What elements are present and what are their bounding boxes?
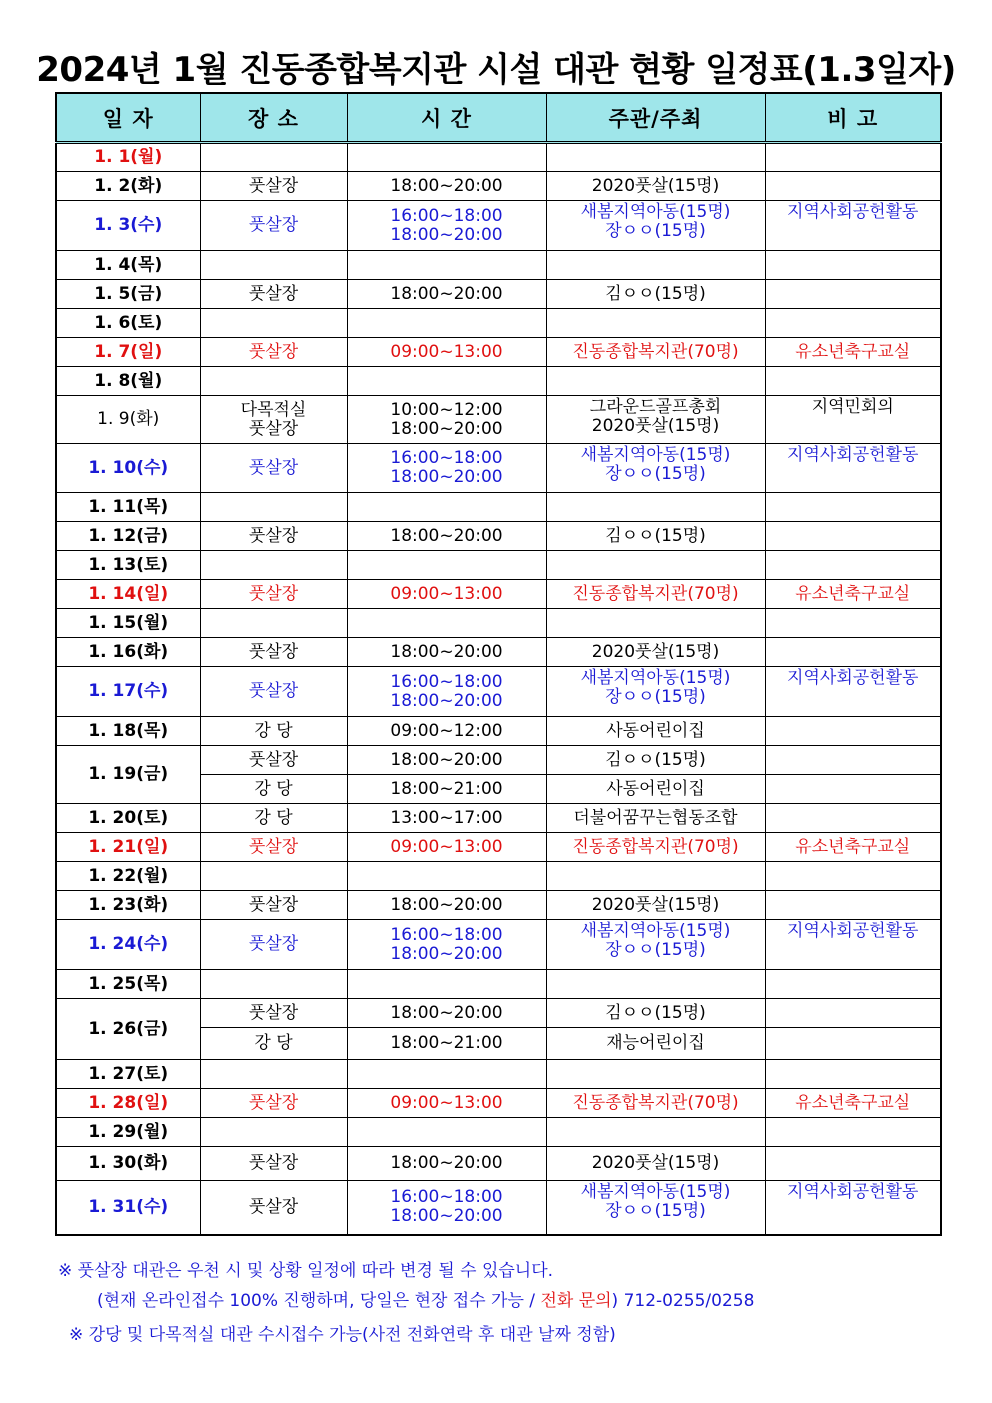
table-row [56,522,941,551]
table-row [56,444,941,493]
note-cell [765,396,941,444]
date-cell: 1. 26(금) [56,999,200,1060]
host-cell [546,396,765,444]
host-cell [546,717,765,746]
time-text: 18:00~21:00 [390,1033,503,1053]
table-row [56,833,941,862]
time-cell [347,580,546,609]
place-text: 풋살장 [248,1196,299,1217]
time-text: 18:00~20:00 [390,1002,503,1023]
date-cell: 1. 31(수) [56,1181,200,1235]
time-text: 09:00~13:00 [390,341,503,362]
time-text: 18:00~20:00 [390,641,503,662]
date-cell: 1. 19(금) [56,746,200,804]
table-row [56,251,941,280]
host-cell [546,833,765,862]
host-text: 새봄지역아동(15명) [580,445,731,465]
host-text: 2020풋살(15명) [591,175,720,196]
note-weather: ※ 풋살장 대관은 우천 시 및 상황 일정에 따라 변경 될 수 있습니다. [58,1261,554,1281]
table-row [56,1060,941,1089]
table-row [56,172,941,201]
column-header-time: 시 간 [347,93,546,143]
note-cell [765,201,941,251]
note-cell [765,920,941,970]
time-text: 18:00~20:00 [390,467,503,487]
note-text: 유소년축구교실 [795,1092,911,1113]
host-cell [546,920,765,970]
table-row [56,1089,941,1118]
time-cell [347,396,546,444]
date-cell: 1. 10(수) [56,444,200,493]
time-text: 09:00~13:00 [390,836,503,857]
place-text: 풋살장 [248,525,299,546]
place-text: 강 당 [254,1033,293,1053]
table-row [56,667,941,717]
place-cell [200,638,347,667]
place-text: 풋살장 [248,457,299,478]
place-cell [200,367,347,396]
note-cell [765,667,941,717]
place-cell [200,970,347,999]
host-cell [546,775,765,804]
time-text: 09:00~13:00 [390,1092,503,1113]
note-cell [765,609,941,638]
host-text: 김ㅇㅇ(15명) [605,283,706,304]
host-text: 장ㅇㅇ(15명) [605,1201,706,1221]
table-row [56,551,941,580]
place-text: 풋살장 [248,934,299,954]
date-cell: 1. 24(수) [56,920,200,970]
host-text: 그라운드골프총회 [589,397,722,417]
place-cell [200,833,347,862]
host-cell [546,551,765,580]
host-text: 장ㅇㅇ(15명) [605,221,706,241]
table-row [56,280,941,309]
note-text: 유소년축구교실 [795,836,911,857]
note-cell [765,280,941,309]
host-cell [546,1118,765,1147]
date-cell: 1. 18(목) [56,717,200,746]
table-row [56,999,941,1028]
date-cell: 1. 4(목) [56,251,200,280]
table-row [56,1147,941,1181]
date-cell: 1. 6(토) [56,309,200,338]
place-cell [200,891,347,920]
date-cell: 1. 14(일) [56,580,200,609]
note-phone-number: ) 712-0255/0258 [611,1291,755,1311]
date-cell: 1. 21(일) [56,833,200,862]
table-row [56,920,941,970]
place-cell [200,280,347,309]
note-phone-inquiry: 전화 문의 [540,1291,612,1311]
note-text: 지역사회공헌활동 [787,921,919,941]
host-text: 재능어린이집 [606,1033,705,1053]
host-cell [546,638,765,667]
time-cell [347,522,546,551]
host-text: 진동종합복지관(70명) [572,583,739,604]
date-cell: 1. 25(목) [56,970,200,999]
place-cell [200,1181,347,1235]
table-row [56,201,941,251]
place-text: 강 당 [254,778,293,799]
place-cell [200,775,347,804]
host-text: 새봄지역아동(15명) [580,202,731,222]
place-text: 풋살장 [248,175,299,196]
place-text: 풋살장 [248,1002,299,1023]
host-text: 더불어꿈꾸는협동조합 [573,807,738,828]
time-cell [347,1181,546,1235]
host-cell [546,609,765,638]
note-reservation-text: (현재 온라인접수 100% 진행하며, 당일은 현장 접수 가능 / [97,1291,541,1311]
host-text: 진동종합복지관(70명) [572,341,739,362]
date-cell: 1. 23(화) [56,891,200,920]
note-cell [765,172,941,201]
time-text: 18:00~20:00 [390,283,503,304]
note-cell [765,891,941,920]
host-text: 2020풋살(15명) [591,1153,720,1173]
place-text: 풋살장 [248,641,299,662]
note-hall-booking: ※ 강당 및 다목적실 대관 수시접수 가능(사전 전화연락 후 대관 날짜 정함) [69,1325,616,1345]
host-text: 사동어린이집 [606,778,705,799]
date-cell: 1. 5(금) [56,280,200,309]
place-cell [200,1060,347,1089]
host-cell [546,891,765,920]
host-cell [546,522,765,551]
place-text: 풋살장 [248,341,299,362]
note-cell [765,1089,941,1118]
host-cell [546,493,765,522]
place-text: 풋살장 [248,1153,299,1173]
place-cell [200,444,347,493]
note-cell [765,717,941,746]
table-row [56,891,941,920]
date-cell: 1. 2(화) [56,172,200,201]
host-cell [546,1060,765,1089]
time-text: 18:00~20:00 [390,690,503,711]
note-cell [765,367,941,396]
time-text: 16:00~18:00 [390,671,503,692]
host-cell [546,444,765,493]
place-cell [200,396,347,444]
host-cell [546,1028,765,1060]
time-cell [347,667,546,717]
table-row [56,396,941,444]
host-cell [546,1147,765,1181]
time-text: 18:00~20:00 [390,894,503,915]
place-cell [200,143,347,172]
note-cell [765,493,941,522]
time-cell [347,862,546,891]
note-cell [765,1147,941,1181]
host-cell [546,970,765,999]
time-text: 18:00~20:00 [390,525,503,546]
time-text: 18:00~20:00 [390,943,503,964]
note-cell [765,143,941,172]
note-cell [765,309,941,338]
host-cell [546,580,765,609]
note-text: 지역사회공헌활동 [787,445,919,465]
host-text: 새봄지역아동(15명) [580,921,731,941]
place-cell [200,746,347,775]
place-cell [200,804,347,833]
place-text: 강 당 [254,807,293,828]
note-reservation [97,1286,754,1311]
host-text: 김ㅇㅇ(15명) [605,749,706,770]
place-text: 풋살장 [248,681,299,701]
time-cell [347,143,546,172]
place-cell [200,667,347,717]
place-cell [200,1028,347,1060]
note-cell [765,833,941,862]
date-cell: 1. 15(월) [56,609,200,638]
time-text: 18:00~21:00 [390,778,503,799]
place-text: 풋살장 [248,1092,299,1113]
column-header-date: 일 자 [56,93,200,143]
table-row [56,609,941,638]
time-text: 18:00~20:00 [390,175,503,196]
place-text: 풋살장 [248,583,299,604]
time-text: 16:00~18:00 [390,448,503,468]
host-cell [546,201,765,251]
date-cell: 1. 27(토) [56,1060,200,1089]
place-text: 풋살장 [248,894,299,915]
time-cell [347,999,546,1028]
host-text: 김ㅇㅇ(15명) [605,525,706,546]
date-cell: 1. 16(화) [56,638,200,667]
date-cell: 1. 28(일) [56,1089,200,1118]
table-row [56,309,941,338]
host-text: 진동종합복지관(70명) [572,1092,739,1113]
host-text: 장ㅇㅇ(15명) [605,464,706,484]
place-cell [200,862,347,891]
table-row [56,580,941,609]
note-cell [765,444,941,493]
note-text: 지역사회공헌활동 [787,1182,919,1202]
note-cell [765,1028,941,1060]
table-row [56,143,941,172]
table-row [56,493,941,522]
time-text: 16:00~18:00 [390,1187,503,1208]
table-row [56,638,941,667]
place-cell [200,1118,347,1147]
host-cell [546,999,765,1028]
place-cell [200,201,347,251]
note-cell [765,775,941,804]
note-text: 지역민회의 [811,397,894,417]
table-row [56,367,941,396]
time-text: 09:00~12:00 [390,720,503,741]
place-text: 풋살장 [248,215,299,235]
time-cell [347,444,546,493]
place-cell [200,609,347,638]
host-cell [546,338,765,367]
table-header-row [56,93,941,143]
time-text: 16:00~18:00 [390,205,503,226]
note-cell [765,862,941,891]
place-cell [200,338,347,367]
date-cell: 1. 9(화) [56,396,200,444]
host-cell [546,309,765,338]
place-text: 강 당 [254,720,293,741]
host-text: 2020풋살(15명) [591,641,720,662]
note-cell [765,638,941,667]
place-cell [200,172,347,201]
place-cell [200,551,347,580]
host-cell [546,862,765,891]
time-cell [347,1028,546,1060]
date-cell: 1. 13(토) [56,551,200,580]
place-text: 풋살장 [248,836,299,857]
host-text: 2020풋살(15명) [591,894,720,915]
table-row [56,970,941,999]
place-cell [200,1147,347,1181]
host-cell [546,746,765,775]
date-cell: 1. 22(월) [56,862,200,891]
host-text: 김ㅇㅇ(15명) [605,1002,706,1023]
time-text: 18:00~20:00 [390,1206,503,1227]
date-cell: 1. 29(월) [56,1118,200,1147]
note-cell [765,746,941,775]
time-cell [347,804,546,833]
time-cell [347,493,546,522]
time-cell [347,609,546,638]
place-cell [200,999,347,1028]
host-cell [546,804,765,833]
note-cell [765,804,941,833]
host-text: 새봄지역아동(15명) [580,1182,731,1202]
host-cell [546,667,765,717]
column-header-note: 비 고 [765,93,941,143]
time-cell [347,172,546,201]
note-cell [765,338,941,367]
place-text: 풋살장 [248,749,299,770]
note-text: 유소년축구교실 [795,583,911,604]
host-cell [546,172,765,201]
note-cell [765,1060,941,1089]
time-cell [347,309,546,338]
note-cell [765,1181,941,1235]
time-cell [347,201,546,251]
host-text: 장ㅇㅇ(15명) [605,940,706,960]
date-cell: 1. 8(월) [56,367,200,396]
note-cell [765,999,941,1028]
time-cell [347,891,546,920]
time-text: 13:00~17:00 [390,807,503,828]
note-text: 유소년축구교실 [795,341,911,362]
host-cell [546,367,765,396]
date-cell: 1. 20(토) [56,804,200,833]
time-cell [347,367,546,396]
host-cell [546,280,765,309]
time-cell [347,970,546,999]
host-text: 장ㅇㅇ(15명) [605,687,706,707]
time-cell [347,1060,546,1089]
note-cell [765,551,941,580]
place-cell [200,717,347,746]
host-cell [546,1181,765,1235]
time-cell [347,717,546,746]
place-cell [200,920,347,970]
time-text: 10:00~12:00 [390,399,503,420]
date-cell: 1. 30(화) [56,1147,200,1181]
note-cell [765,522,941,551]
table-row [56,1181,941,1235]
place-cell [200,522,347,551]
host-text: 사동어린이집 [606,720,705,741]
table-row [56,338,941,367]
place-cell [200,1089,347,1118]
place-text: 다목적실 [240,399,307,420]
time-text: 18:00~20:00 [390,224,503,245]
time-cell [347,746,546,775]
date-cell: 1. 11(목) [56,493,200,522]
table-row [56,717,941,746]
host-cell [546,1089,765,1118]
note-text: 지역사회공헌활동 [787,202,919,222]
time-text: 18:00~20:00 [390,418,503,439]
note-cell [765,1118,941,1147]
time-text: 09:00~13:00 [390,583,503,604]
time-cell [347,1089,546,1118]
host-text: 진동종합복지관(70명) [572,836,739,857]
place-text: 풋살장 [248,283,299,304]
note-cell [765,970,941,999]
place-cell [200,309,347,338]
table-row [56,804,941,833]
time-cell [347,638,546,667]
host-text: 2020풋살(15명) [591,416,720,436]
date-cell: 1. 17(수) [56,667,200,717]
time-cell [347,251,546,280]
host-text: 새봄지역아동(15명) [580,668,731,688]
schedule-table [55,92,942,1236]
date-cell: 1. 7(일) [56,338,200,367]
host-cell [546,143,765,172]
time-cell [347,833,546,862]
date-cell: 1. 1(월) [56,143,200,172]
table-row [56,746,941,775]
place-cell [200,251,347,280]
time-cell [347,338,546,367]
time-text: 18:00~20:00 [390,749,503,770]
column-header-host: 주관/주최 [546,93,765,143]
place-cell [200,493,347,522]
table-row [56,862,941,891]
time-cell [347,280,546,309]
time-cell [347,920,546,970]
column-header-place: 장 소 [200,93,347,143]
place-cell [200,580,347,609]
table-row [56,1118,941,1147]
date-cell: 1. 12(금) [56,522,200,551]
time-text: 16:00~18:00 [390,924,503,945]
page-title: 2024년 1월 진동종합복지관 시설 대관 현황 일정표(1.3일자) [36,50,956,90]
note-cell [765,251,941,280]
time-cell [347,1147,546,1181]
time-cell [347,551,546,580]
time-cell [347,775,546,804]
host-cell [546,251,765,280]
place-text: 풋살장 [248,418,299,439]
note-text: 지역사회공헌활동 [787,668,919,688]
time-text: 18:00~20:00 [390,1153,503,1173]
time-cell [347,1118,546,1147]
date-cell: 1. 3(수) [56,201,200,251]
note-cell [765,580,941,609]
